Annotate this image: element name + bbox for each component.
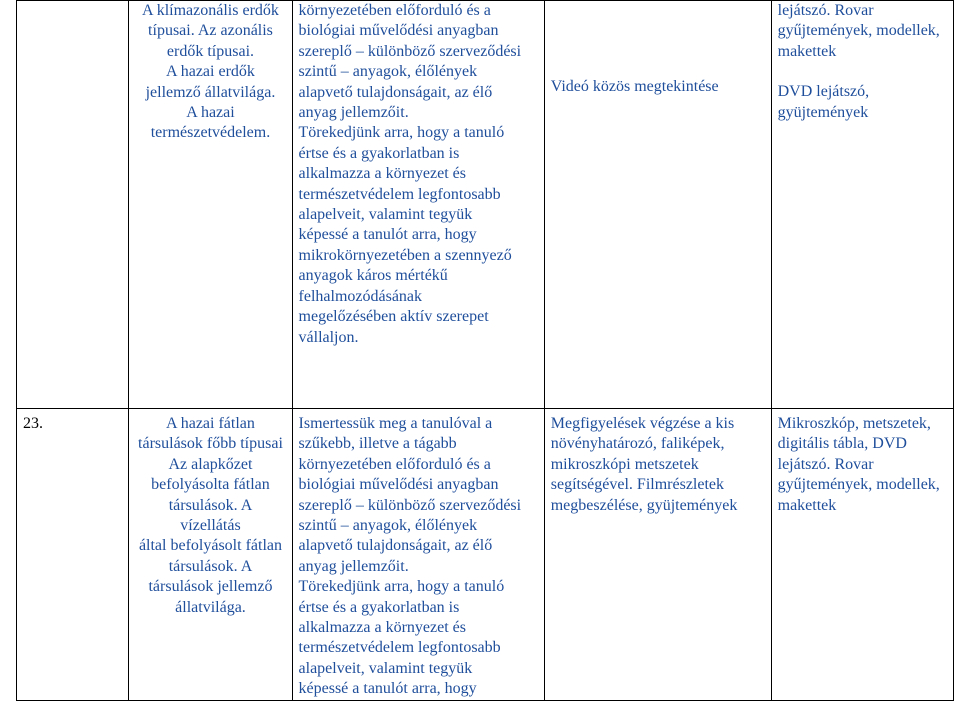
goal-line: természetvédelem legfontosabb <box>298 639 501 657</box>
topic-cell <box>129 409 292 701</box>
row-number-cell <box>17 1 129 409</box>
activity-line: megbeszélése, gyüjtemények <box>550 496 738 514</box>
activity-line: Megfigyelések végzése a kis <box>550 415 735 432</box>
topic-line: által befolyásolt fátlan <box>138 537 282 555</box>
goal-line: biológiai művelődési anyagban <box>298 476 499 494</box>
row-number: 23. <box>23 415 43 432</box>
tools-cell <box>771 1 953 409</box>
goal-line: alkalmazza a környezet és <box>298 619 466 637</box>
goal-line: szűkebb, illetve a tágabb <box>298 435 457 453</box>
goal-line: alapvető tulajdonságait, az élő <box>298 83 493 101</box>
topic-line: A hazai <box>186 104 235 122</box>
row-number-cell <box>17 409 129 701</box>
activity-text: Videó közös megtekintése <box>550 78 719 95</box>
goal-line: képessé a tanulót arra, hogy <box>298 226 477 244</box>
goal-line: Törekedjünk arra, hogy a tanuló <box>298 578 505 596</box>
activity-cell <box>544 409 771 701</box>
topic-cell <box>129 1 292 409</box>
topic-line: vízellátás <box>180 517 241 535</box>
topic-line: jellemző állatvilága. <box>145 83 276 101</box>
goal-line: szereplő – különböző szerveződési <box>298 496 522 514</box>
activity-line: növényhatározó, faliképek, <box>550 435 725 453</box>
activity-line: segítségével. Filmrészletek <box>550 476 725 494</box>
topic-line: társulások főbb típusai <box>138 435 283 453</box>
topic-line: befolyásolta fátlan <box>151 476 270 494</box>
tools-line: lejátszó. Rovar <box>777 2 874 19</box>
activity-line: mikroszkópi metszetek <box>550 455 699 473</box>
tools-line: gyűjtemények, modellek, <box>777 476 940 494</box>
goal-line: Ismertessük meg a tanulóval a <box>298 415 493 432</box>
goal-line: értse és a gyakorlatban is <box>298 144 460 162</box>
goal-line: alkalmazza a környezet és <box>298 165 466 183</box>
goal-line: vállaljon. <box>298 328 359 346</box>
topic-line: társulások jellemző <box>148 578 273 596</box>
goal-line: szereplő – különböző szerveződési <box>298 42 522 60</box>
topic-line: A klímazonális erdők <box>142 2 279 19</box>
goal-line: anyagok káros mértékű <box>298 267 448 285</box>
goal-line: szintű – anyagok, élőlények <box>298 63 478 81</box>
topic-line: erdők típusai. <box>166 42 255 60</box>
goal-line: természetvédelem legfontosabb <box>298 185 501 203</box>
goal-line: Törekedjünk arra, hogy a tanuló <box>298 124 505 142</box>
goal-line: mikrokörnyezetében a szennyező <box>298 246 512 264</box>
topic-line: társulások. A <box>168 557 253 575</box>
goal-cell <box>292 1 544 409</box>
goal-line: anyag jellemzőit. <box>298 104 409 122</box>
goal-line: értse és a gyakorlatban is <box>298 598 460 616</box>
goal-line: alapelveit, valamint tegyük <box>298 659 473 677</box>
goal-line: szintű – anyagok, élőlények <box>298 517 478 535</box>
topic-line: típusai. Az azonális <box>148 22 273 40</box>
topic-line: állatvilága. <box>175 598 246 616</box>
goal-line: anyag jellemzőit. <box>298 557 409 575</box>
tools-line: makettek <box>777 496 837 514</box>
topic-line: A hazai fátlan <box>166 415 255 432</box>
topic-line: társulások. A <box>168 496 253 514</box>
tools-cell <box>771 409 953 701</box>
tools-line: Mikroszkóp, metszetek, <box>777 415 931 432</box>
topic-line: természetvédelem. <box>150 124 271 142</box>
goal-line: környezetében előforduló és a <box>298 455 491 473</box>
goal-line: biológiai művelődési anyagban <box>298 22 499 40</box>
topic-line: Az alapkőzet <box>168 455 253 473</box>
goal-cell <box>292 409 544 701</box>
goal-line: képessé a tanulót arra, hogy <box>298 680 477 698</box>
tools-line: gyűjtemények, modellek, <box>777 22 940 40</box>
topic-line: A hazai erdők <box>166 63 255 81</box>
goal-line: alapvető tulajdonságait, az élő <box>298 537 493 555</box>
goal-line: megelőzésében aktív szerepet <box>298 308 489 326</box>
table-row <box>17 409 954 701</box>
tools-line: digitális tábla, DVD <box>777 435 907 453</box>
tools-line: gyüjtemények <box>777 103 869 121</box>
goal-line: alapelveit, valamint tegyük <box>298 206 473 224</box>
goal-line: környezetében előforduló és a <box>298 2 491 19</box>
tools-line: DVD lejátszó, <box>777 83 870 101</box>
tools-line: lejátszó. Rovar <box>777 455 874 473</box>
curriculum-table <box>16 0 954 701</box>
table-row <box>17 1 954 409</box>
tools-spacer <box>778 62 947 82</box>
tools-line: makettek <box>777 42 837 60</box>
goal-line: felhalmozódásának <box>298 287 423 305</box>
activity-cell <box>544 1 771 409</box>
